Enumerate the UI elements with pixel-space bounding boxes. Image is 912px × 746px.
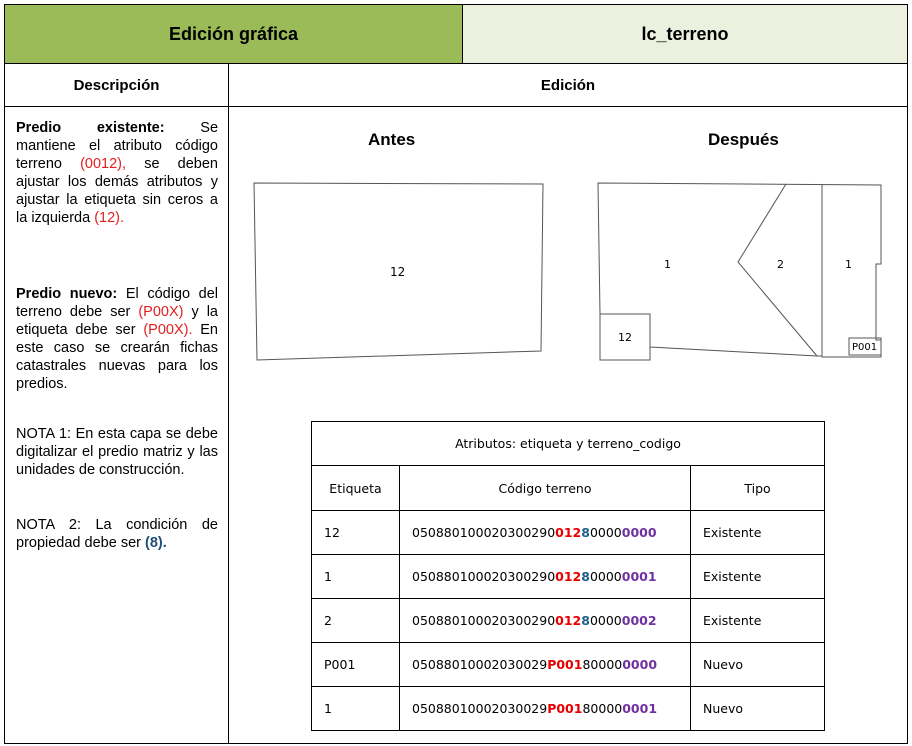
parcel-after-outline: [598, 183, 881, 357]
before-title: Antes: [368, 130, 416, 149]
after-label-1b: 1: [845, 258, 852, 271]
header-codigo: Código terreno: [400, 466, 691, 511]
header-title: Edición gráfica: [168, 23, 299, 44]
description-new: Predio nuevo: El código del terreno debe ser (P00X) y la etiqueta debe ser (P00X). En este caso se crearán fichas catastrales nuevas para los predios.: [16, 286, 218, 392]
header-tipo: Tipo: [691, 466, 825, 511]
layer-name: lc_terreno: [641, 23, 729, 44]
column-header-description: Descripción: [4, 63, 229, 107]
table-row: 12 050880100020300290012800000000 Existente: [312, 511, 825, 555]
table-row: P001 05088010002030029P001800000000 Nuevo: [312, 643, 825, 687]
table-caption: Atributos: etiqueta y terreno_codigo: [312, 422, 825, 466]
table-row: 2 050880100020300290012800000002 Existente: [312, 599, 825, 643]
after-label-2: 2: [777, 258, 784, 271]
note-1: NOTA 1: En esta capa se debe digitalizar el predio matriz y las unidades de construcción.: [16, 426, 218, 478]
after-label-1: 1: [664, 258, 671, 271]
description-existing: Predio existente: Se mantiene el atributo código terreno (0012), se deben ajustar los demás atributos y ajustar la etiqueta sin ceros a la izquierda (12).: [16, 120, 219, 226]
after-map: [598, 183, 881, 360]
after-label-p001: P001: [852, 342, 878, 353]
note-2: NOTA 2: La condición de propiedad debe ser (8).: [16, 517, 218, 551]
table-row: 1 05088010002030029P001800000001 Nuevo: [312, 687, 825, 731]
after-title: Después: [708, 130, 779, 149]
header-etiqueta: Etiqueta: [312, 466, 400, 511]
table-row: 1 050880100020300290012800000001 Existente: [312, 555, 825, 599]
attributes-table: [311, 421, 825, 731]
before-label: 12: [390, 265, 406, 279]
after-label-12: 12: [618, 331, 632, 344]
column-header-edition: Edición: [228, 63, 908, 107]
